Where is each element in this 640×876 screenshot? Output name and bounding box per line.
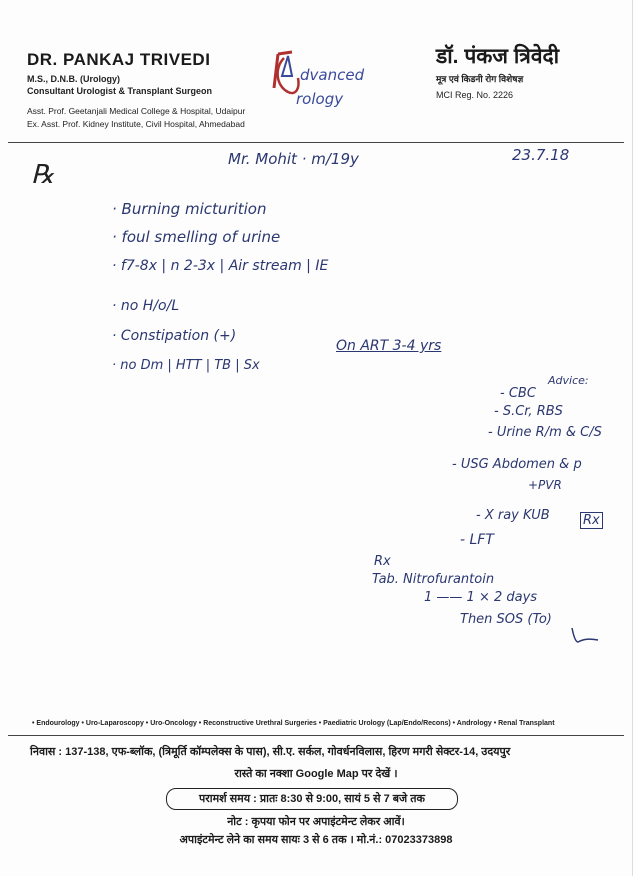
investigation-5: +PVR <box>528 478 562 492</box>
complaint-6: · no Dm | HTT | TB | Sx <box>112 358 260 373</box>
logo-text-1: dvanced <box>300 66 365 84</box>
investigation-4: - USG Abdomen & p <box>452 457 582 472</box>
consultation-timing: परामर्श समय : प्रातः 8:30 से 9:00, सायं 5 से 7 बजे तक <box>166 788 458 810</box>
medication-name: Tab. Nitrofurantoin <box>372 572 495 587</box>
complaint-4: · no H/o/L <box>112 298 180 314</box>
hindi-doctor-name: डॉ. पंकज त्रिवेदी <box>436 45 560 68</box>
specialties-list: • Endourology • Uro-Laparoscopy • Uro-Oncology • Reconstructive Urethral Surgeries • Paediatric Urology (Lap/Endo/Recons) • Andrology • Renal Transplant <box>32 720 555 727</box>
logo-text-2: rology <box>296 90 344 108</box>
medication-dose: 1 —— 1 × 2 days <box>424 590 538 605</box>
mci-registration: MCI Reg. No. 2226 <box>436 90 514 100</box>
prescription-date: 23.7.18 <box>512 146 570 164</box>
medication-sos: Then SOS (To) <box>460 612 552 627</box>
designation: Consultant Urologist & Transplant Surgeon <box>27 86 213 96</box>
investigation-7: - LFT <box>460 532 494 548</box>
doctor-name: DR. PANKAJ TRIVEDI <box>27 50 211 69</box>
rx-symbol: ℞ <box>31 160 55 190</box>
complaint-3: · f7-8x | n 2-3x | Air stream | IE <box>112 258 329 274</box>
footer-divider <box>8 735 624 736</box>
patient-details: Mr. Mohit · m/19y <box>228 150 359 168</box>
investigation-2: - S.Cr, RBS <box>494 404 563 419</box>
investigation-6: - X ray KUB <box>476 508 550 523</box>
complaint-1: · Burning micturition <box>112 200 267 218</box>
investigation-1: - CBC <box>500 386 536 401</box>
investigation-3: - Urine R/m & C/S <box>488 425 602 440</box>
clinic-address: निवास : 137-138, एफ-ब्लॉक, (त्रिमूर्ति कॉम्पलेक्स के पास), सी.ए. सर्कल, गोवर्धनविलास, हिरण मगरी सेक्टर-14, उदयपुर <box>30 746 511 758</box>
appointment-time-phone: अपाइंटमेन्ट लेने का समय सायः 3 से 6 तक । मो.नं.: 07023373898 <box>179 834 453 846</box>
appointment-note: नोट : कृपया फोन पर अपाइंटमेन्ट लेकर आवें। <box>227 816 405 828</box>
doctor-signature <box>568 624 608 648</box>
medication-rx: Rx <box>374 554 391 569</box>
affiliation-2: Ex. Asst. Prof. Kidney Institute, Civil Hospital, Ahmedabad <box>27 119 245 129</box>
affiliation-1: Asst. Prof. Geetanjali Medical College & Hospital, Udaipur <box>27 106 246 116</box>
advice-label: Advice: <box>548 374 589 387</box>
complaint-5: · Constipation (+) <box>112 328 237 344</box>
on-art-note: On ART 3-4 yrs <box>336 338 442 354</box>
rx-mark: Rx <box>580 512 603 529</box>
qualifications: M.S., D.N.B. (Urology) <box>27 74 120 84</box>
header-divider <box>8 142 624 143</box>
map-note: रास्ते का नक्शा Google Map पर देखें । <box>234 768 398 780</box>
advanced-urology-logo <box>270 48 390 112</box>
hindi-specialty: मूत्र एवं किडनी रोग विशेषज्ञ <box>436 74 524 84</box>
complaint-2: · foul smelling of urine <box>112 228 281 246</box>
